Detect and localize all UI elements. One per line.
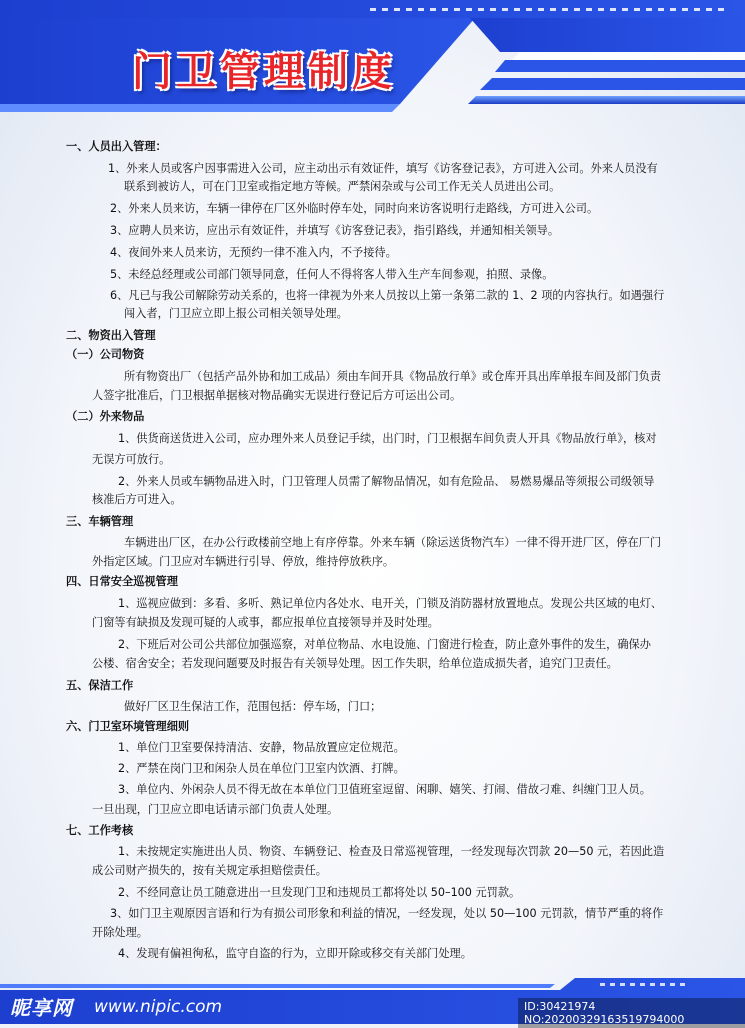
paragraph-line: 门窗等有缺损及发现可疑的人或事，都应报单位直接领导并及时处理。 [92, 616, 439, 629]
paragraph-line: 外指定区域。门卫应对车辆进行引导、停放，维持停放秩序。 [92, 555, 395, 568]
watermark-url: www.nipic.com [94, 997, 223, 1017]
section-heading: 六、门卫室环境管理细则 [66, 720, 190, 733]
paragraph-line: 2、不经同意让员工随意进出一旦发现门卫和违规员工都将处以 50–100 元罚款。 [118, 886, 521, 899]
section-heading: 一、人员出入管理： [66, 140, 167, 153]
document-body [0, 132, 745, 977]
watermark-logo: 昵享网 [10, 996, 73, 1020]
paragraph-line: 6、凡已与我公司解除劳动关系的，也将一律视为外来人员按以上第一条第二款的 1、2 项的内容执行。如遇强行 [110, 289, 665, 302]
section-heading: 四、日常安全巡视管理 [66, 575, 178, 588]
paragraph-line: 闯入者，门卫应立即上报公司相关领导处理。 [124, 307, 348, 320]
paragraph-line: 4、夜间外来人员来访，无预约一律不准入内，不予接待。 [110, 246, 397, 259]
paragraph-line: 2、外来人员或车辆物品进入时，门卫管理人员需了解物品情况，如有危险品、 易燃易爆品等须报公司级领导 [118, 475, 655, 488]
section-heading: 七、工作考核 [66, 824, 134, 837]
page-title: 门卫管理制度 [132, 49, 396, 95]
paragraph-line: 1、单位门卫室要保持清洁、安静，物品放置应定位规范。 [118, 741, 405, 754]
paragraph-line: 一旦出现，门卫应立即电话请示部门负责人处理。 [92, 803, 339, 816]
paragraph-line: 做好厂区卫生保洁工作，范围包括：停车场，门口； [124, 700, 382, 713]
subsection-heading: （一）公司物资 [66, 348, 145, 361]
paragraph-line: 2、严禁在岗门卫和闲杂人员在单位门卫室内饮酒、打牌。 [118, 762, 405, 775]
paragraph-line: 开除处理。 [92, 926, 148, 939]
section-heading: 五、保洁工作 [66, 679, 134, 692]
paragraph-line: 无误方可放行。 [92, 453, 171, 466]
paragraph-line: 人签字批准后，门卫根据单据核对物品确实无误进行登记后方可运出公司。 [92, 389, 462, 402]
paragraph-line: 1、供货商送货进入公司，应办理外来人员登记手续，出门时，门卫根据车间负责人开具《物品放行单》，核对 [118, 432, 657, 445]
paragraph-line: 车辆进出厂区，在办公行政楼前空地上有序停靠。外来车辆（除运送货物汽车）一律不得开进厂区，停在厂门 [124, 536, 662, 549]
paragraph-line: 公楼、宿舍安全；若发现问题要及时报告有关领导处理。因工作失职，给单位造成损失者，追究门卫责任。 [92, 657, 618, 670]
paragraph-line: 5、未经总经理或公司部门领导同意，任何人不得将客人带入生产车间参观，拍照、录像。 [110, 268, 554, 281]
paragraph-line: 3、如门卫主观原因言语和行为有损公司形象和利益的情况，一经发现，处以 50—100 元罚款，情节严重的将作 [110, 907, 664, 920]
paragraph-line: 3、应聘人员来访，应出示有效证件，并填写《访客登记表》，指引路线，并通知相关领导。 [110, 224, 560, 237]
paragraph-line: 1、外来人员或客户因事需进入公司，应主动出示有效证件，填写《访客登记表》，方可进入公司。外来人员没有 [108, 162, 658, 175]
subsection-heading: （二）外来物品 [66, 410, 145, 423]
paragraph-line: 2、下班后对公司公共部位加强巡察，对单位物品、水电设施、门窗进行检查，防止意外事件的发生，确保办 [118, 638, 651, 651]
paragraph-line: 核准后方可进入。 [92, 493, 182, 506]
paragraph-line: 4、发现有偏袒徇私，监守自盗的行为，立即开除或移交有关部门处理。 [118, 947, 472, 960]
paragraph-line: 所有物资出厂（包括产品外协和加工成品）须由车间开具《物品放行单》或仓库开具出库单报车间及部门负责 [124, 370, 662, 383]
paragraph-line: 联系到被访人，可在门卫室或指定地方等候。严禁闲杂或与公司工作无关人员进出公司。 [124, 180, 561, 193]
section-heading: 三、车辆管理 [66, 515, 134, 528]
paragraph-line: 3、单位内、外闲杂人员不得无故在本单位门卫值班室逗留、闲聊、嬉笑、打闹、借故刁难、纠缠门卫人员。 [118, 783, 651, 796]
paragraph-line: 1、未按规定实施进出人员、物资、车辆登记、检查及日常巡视管理，一经发现每次罚款 20—50 元，若因此造 [118, 845, 665, 858]
section-heading: 二、物资出入管理 [66, 329, 156, 342]
paragraph-line: 1、巡视应做到：多看、多听、熟记单位内各处水、电开关，门锁及消防器材放置地点。发现公共区域的电灯、 [118, 597, 663, 610]
watermark-id: ID:30421974 NO:20200329163519794000 [518, 998, 745, 1028]
paragraph-line: 成公司财产损失的，按有关规定承担赔偿责任。 [92, 864, 327, 877]
paragraph-line: 2、外来人员来访，车辆一律停在厂区外临时停车处，同时向来访客说明行走路线，方可进入公司。 [110, 202, 599, 215]
